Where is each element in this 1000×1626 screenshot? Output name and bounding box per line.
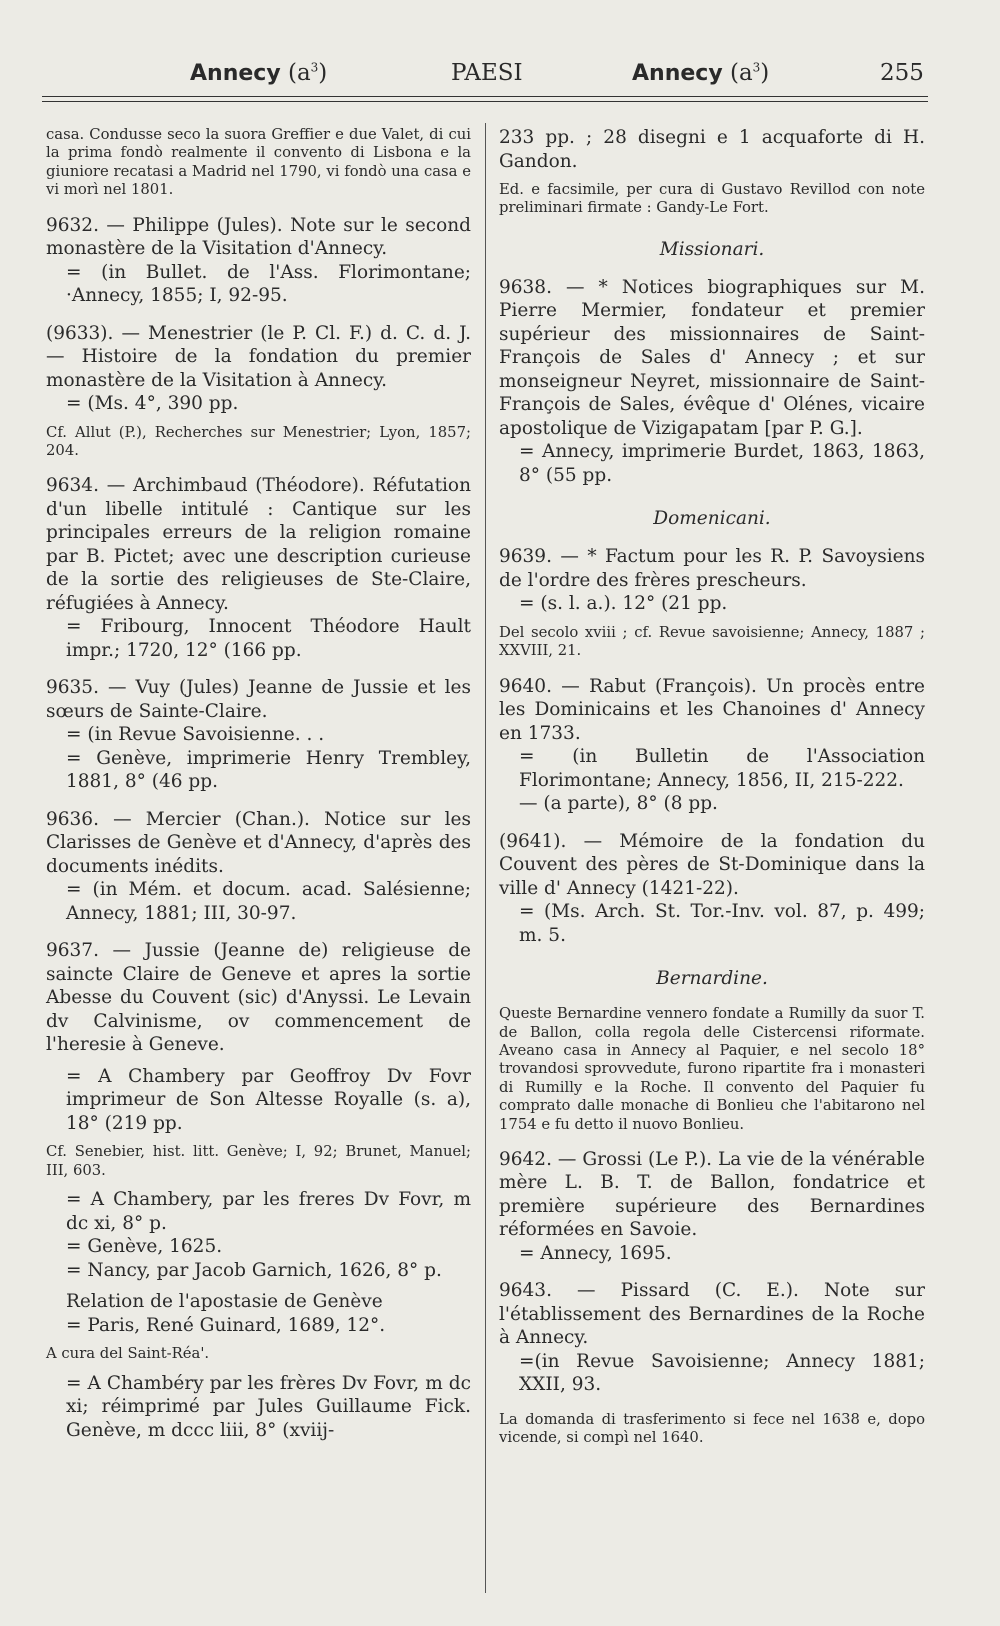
entry-9637-note-2: A cura del Saint-Réa'. (46, 1345, 210, 1363)
entry-9633-note: Cf. Allut (P.), Recherches sur Menestrier; Lyon, 1857; 204. (46, 423, 471, 460)
right-column (499, 126, 925, 1448)
entry-9632-publication: = (in Bullet. de l'Ass. Florimontane; ·Annecy, 1855; I, 92-95. (66, 261, 471, 307)
entry-9637-note-1: Cf. Senebier, hist. litt. Genève; I, 92; Brunet, Manuel; III, 603. (46, 1143, 471, 1179)
entry-9641-publication: = (Ms. Arch. St. Tor.-Inv. vol. 87, p. 499; m. 5. (519, 901, 925, 946)
entry-9637-publication-5: = Paris, René Guinard, 1689, 12°. (66, 1314, 386, 1336)
entry-9640: 9640. — Rabut (François). Un procès entre les Dominicains et les Chanoines d' Annecy en 1733. (499, 675, 925, 744)
entry-9639-publication: = (s. l. a.). 12° (21 pp. (519, 593, 728, 615)
header-rule (42, 96, 928, 97)
intro-paragraph: casa. Condusse seco la suora Greffier e due Valet, di cui la prima fondò realmente il convento di Lisbona e la giuniore recatasi a Madrid nel 1790, vi fondò una casa e vi morì nel 1801. (46, 126, 471, 199)
entry-9642-publication: = Annecy, 1695. (519, 1242, 672, 1264)
entry-9639-note: Del secolo xviii ; cf. Revue savoisienne; Annecy, 1887 ; XXVIII, 21. (499, 623, 925, 660)
entry-9635-publication-1: = (in Revue Savoisienne. . . (66, 724, 325, 746)
entry-9640-publication-1: = (in Bulletin de l'Association Florimontane; Annecy, 1856, II, 215-222. (519, 746, 925, 791)
section-heading-missionari: Missionari. (659, 238, 765, 260)
entry-9634-publication: = Fribourg, Innocent Théodore Hault impr.; 1720, 12° (166 pp. (66, 616, 471, 661)
entry-9637-publication-1: = A Chambery par Geoffroy Dv Fovr imprimeur de Son Altesse Royalle (s. a), 18° (219 pp. (66, 1065, 471, 1134)
entry-9637-publication-3: = Genève, 1625. (66, 1236, 223, 1258)
running-header (0, 60, 1000, 104)
entry-9633-publication: = (Ms. 4°, 390 pp. (66, 393, 239, 415)
entry-9637-publication-4: = Nancy, par Jacob Garnich, 1626, 8° p. (66, 1259, 442, 1281)
entry-9643-publication: =(in Revue Savoisienne; Annecy 1881; XXII, 93. (519, 1350, 925, 1396)
entry-9637: 9637. — Jussie (Jeanne de) religieuse de saincte Claire de Geneve et apres la sortie Abesse du Couvent (sic) d'Anyssi. Le Levain dv Calvinisme, ov commencement de l'heresie à Geneve. (46, 940, 471, 1056)
entry-9633: (9633). — Menestrier (le P. Cl. F.) d. C. d. J. — Histoire de la fondation du premier monastère de la Visitation à Annecy. (46, 322, 471, 391)
entry-9635: 9635. — Vuy (Jules) Jeanne de Jussie et les sœurs de Sainte-Claire. (46, 677, 471, 722)
column-divider (485, 123, 486, 1593)
left-column (46, 126, 471, 1442)
entry-9635-publication-2: = Genève, imprimerie Henry Trembley, 1881, 8° (46 pp. (66, 747, 471, 793)
entry-9641: (9641). — Mémoire de la fondation du Couvent des pères de St-Dominique dans la ville d' Annecy (1421-22). (499, 830, 925, 899)
bernardine-note: Queste Bernardine vennero fondate a Rumilly da suor T. de Ballon, colla regola delle Cistercensi riformate. Aveano casa in Annecy al Paquier, e nel secolo 18° trovandosi sprovvedute, furono ripartite fra i monasteri di Rumilly e la Roche. Il convento del Paquier fu comprato dalle monache di Bonlieu che l'abitarono nel 1754 e fu detto il nuovo Bonlieu. (499, 1005, 925, 1133)
entry-9639: 9639. — * Factum pour les R. P. Savoysiens de l'ordre des frères prescheurs. (499, 546, 925, 591)
section-heading-domenicani: Domenicani. (653, 508, 771, 530)
entry-9643: 9643. — Pissard (C. E.). Note sur l'établissement des Bernardines de la Roche à Annecy. (499, 1280, 925, 1349)
entry-9637-publication-6: = A Chambéry par les frères Dv Fovr, m dc xi; réimprimé par Jules Guillaume Fick. Genève, m dccc liii, 8° (xviij- (66, 1372, 471, 1441)
closing-note: La domanda di trasferimento si fece nel 1638 e, dopo vicende, si compì nel 1640. (499, 1410, 925, 1447)
header-rule-thin (42, 101, 928, 102)
header-center: PAESI (451, 60, 523, 86)
section-heading-bernardine: Bernardine. (656, 968, 768, 990)
entry-9637-relation: Relation de l'apostasie de Genève (66, 1291, 383, 1313)
entry-9638: 9638. — * Notices biographiques sur M. Pierre Mermier, fondateur et premier supérieur des missionnaires de Saint-François de Sales d' Annecy ; et sur monseigneur Neyret, missionnaire de Saint-François de Sales, évêque d' Olénes, vicaire apostolique de Vizigapatam [par P. G.]. (499, 276, 925, 439)
entry-9640-publication-2: — (a parte), 8° (8 pp. (519, 793, 718, 815)
entry-9632: 9632. — Philippe (Jules). Note sur le second monastère de la Visitation d'Annecy. (46, 214, 471, 260)
continuation-text: 233 pp. ; 28 disegni e 1 acquaforte di H. Gandon. (499, 127, 925, 172)
header-left: Annecy $(a^3)$ (190, 60, 328, 86)
entry-9637-publication-2: = A Chambery, par les freres Dv Fovr, m dc xi, 8° p. (66, 1189, 471, 1234)
page-number: 255 (880, 60, 924, 86)
header-right: Annecy $(a^3)$ (632, 60, 770, 86)
entry-9636-publication: = (in Mém. et docum. acad. Salésienne; Annecy, 1881; III, 30-97. (66, 879, 471, 924)
continuation-note: Ed. e facsimile, per cura di Gustavo Revillod con note preliminari firmate : Gandy-Le Fort. (499, 181, 925, 217)
entry-9642: 9642. — Grossi (Le P.). La vie de la vénérable mère L. B. T. de Ballon, fondatrice et première supérieure des Bernardines réformées en Savoie. (499, 1148, 925, 1241)
entry-9636: 9636. — Mercier (Chan.). Notice sur les Clarisses de Genève et d'Annecy, d'après des documents inédits. (46, 808, 471, 877)
entry-9638-publication: = Annecy, imprimerie Burdet, 1863, 1863, 8° (55 pp. (519, 441, 925, 486)
entry-9634: 9634. — Archimbaud (Théodore). Réfutation d'un libelle intitulé : Cantique sur les principales erreurs de la religion romaine par B. Pictet; avec une description curieuse de la sortie des religieuses de Ste-Claire, réfugiées à Annecy. (46, 475, 471, 614)
